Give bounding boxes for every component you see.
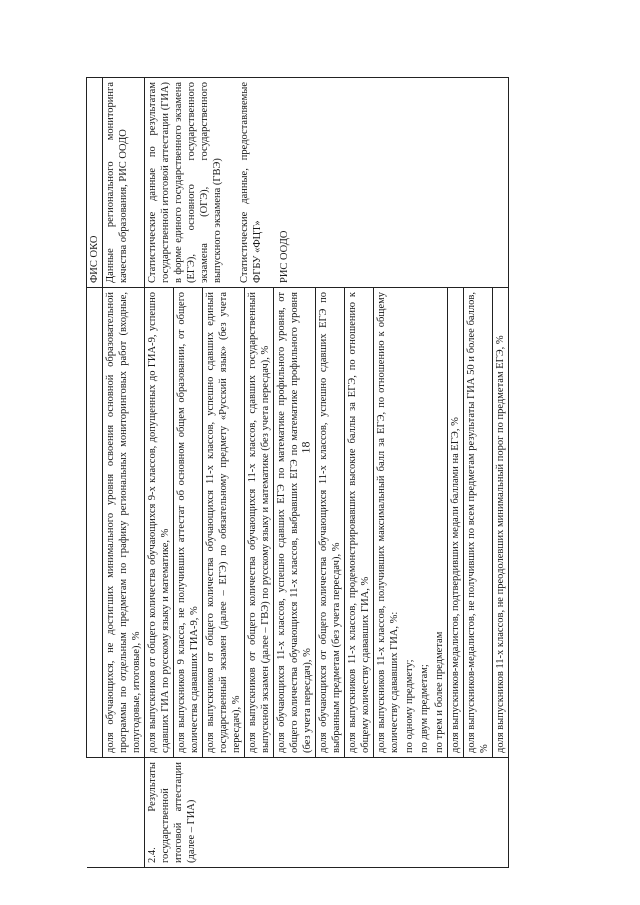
indicator-cell: доля обучающихся от общего количества обучающихся 11-х классов, успешно сдавших ЕГЭ по выбранным предметам (без учета пересдач), % — [316, 288, 345, 758]
page-number: 18 — [298, 441, 313, 454]
indicator-cell: доля выпускников от общего количества обучающихся 11-х классов, успешно сдавших единый государственный экзамен (далее – ЕГЭ) по обязательному предмету «Русский язык» (без учета пересдач), % — [203, 288, 245, 758]
empty-cell — [87, 758, 145, 868]
source-text: РИС ООДО — [279, 230, 290, 283]
indicator-cell: доля обучающихся 11-х классов, успешно сдавших ЕГЭ по математике профильного уровня, от общего количества обучающихся 11-х классов, выбравших ЕГЭ по математике профильного уровня (без учета пересдач), % — [274, 288, 316, 758]
source-cell — [145, 78, 509, 288]
source-text: Статистические данные по результатам государственной итоговой аттестации (ГИА) в форме единого государственного экзамена (ЕГЭ), основного государственного экзамена (ОГЭ), государственного выпускного экзамена (ГВЭ) — [147, 82, 223, 283]
table-row — [145, 78, 174, 868]
indicator-cell: доля выпускников 11-х классов, не преодолевших минимальный порог по предметам ЕГЭ, % — [493, 288, 509, 758]
indicator-cell: по одному предмету; — [402, 288, 417, 758]
indicator-cell: доля выпускников 9 класса, не получивших аттестат об основном общем образовании, от общего количества сдававших ГИА-9, % — [174, 288, 203, 758]
indicator-cell: доля выпускников 11-х классов, продемонстрировавших высокие баллы за ЕГЭ, по отношению к общему количеству сдававших ГИА, % — [345, 288, 374, 758]
indicator-cell: по двум предметам; — [417, 288, 432, 758]
indicator-cell: доля обучающихся, не достигших минимального уровня освоения основной образовательной программы по отдельным предметам по графику региональных мониторинговых работ (входные, полугодовые, итоговые), % — [103, 288, 145, 758]
indicator-cell: доля выпускников-медалистов, подтвердивших медали баллами на ЕГЭ, % — [448, 288, 464, 758]
rotated-table-wrapper — [86, 78, 588, 868]
indicator-cell: доля выпускников 11-х классов, получивших максимальный балл за ЕГЭ, по отношению к общему количеству сдававших ГИА, %: — [374, 288, 403, 758]
table-row — [87, 78, 103, 868]
indicator-cell: по трем и более предметам — [432, 288, 448, 758]
indicators-table — [86, 77, 509, 868]
section-number: 2.4. — [147, 847, 158, 863]
indicator-cell: доля выпускников от общего количества обучающихся 9-х классов, допущенных до ГИА-9, успешно сдавших ГИА по русскому языку и математике, % — [145, 288, 174, 758]
source-header: ФИС ОКО — [87, 78, 103, 288]
section-cell — [145, 758, 509, 868]
source-cell: Данные регионального мониторинга качества образования, РИС ООДО — [103, 78, 145, 288]
section-title: Результаты государственной итоговой аттестации (далее – ГИА) — [147, 762, 197, 863]
source-text: Статистические данные, предоставляемые ФГБУ «ФЦТ» — [239, 82, 263, 283]
table-row — [103, 78, 145, 868]
indicator-cell: доля выпускников от общего количества обучающихся 11-х классов, сдавших государственный выпускной экзамен (далее – ГВЭ) по русскому языку и математике (без учета пересдач), % — [245, 288, 274, 758]
indicator-cell: доля выпускников-медалистов, не получивших по всем предметам результаты ГИА 50 и более баллов, % — [464, 288, 493, 758]
empty-cell — [87, 288, 103, 758]
